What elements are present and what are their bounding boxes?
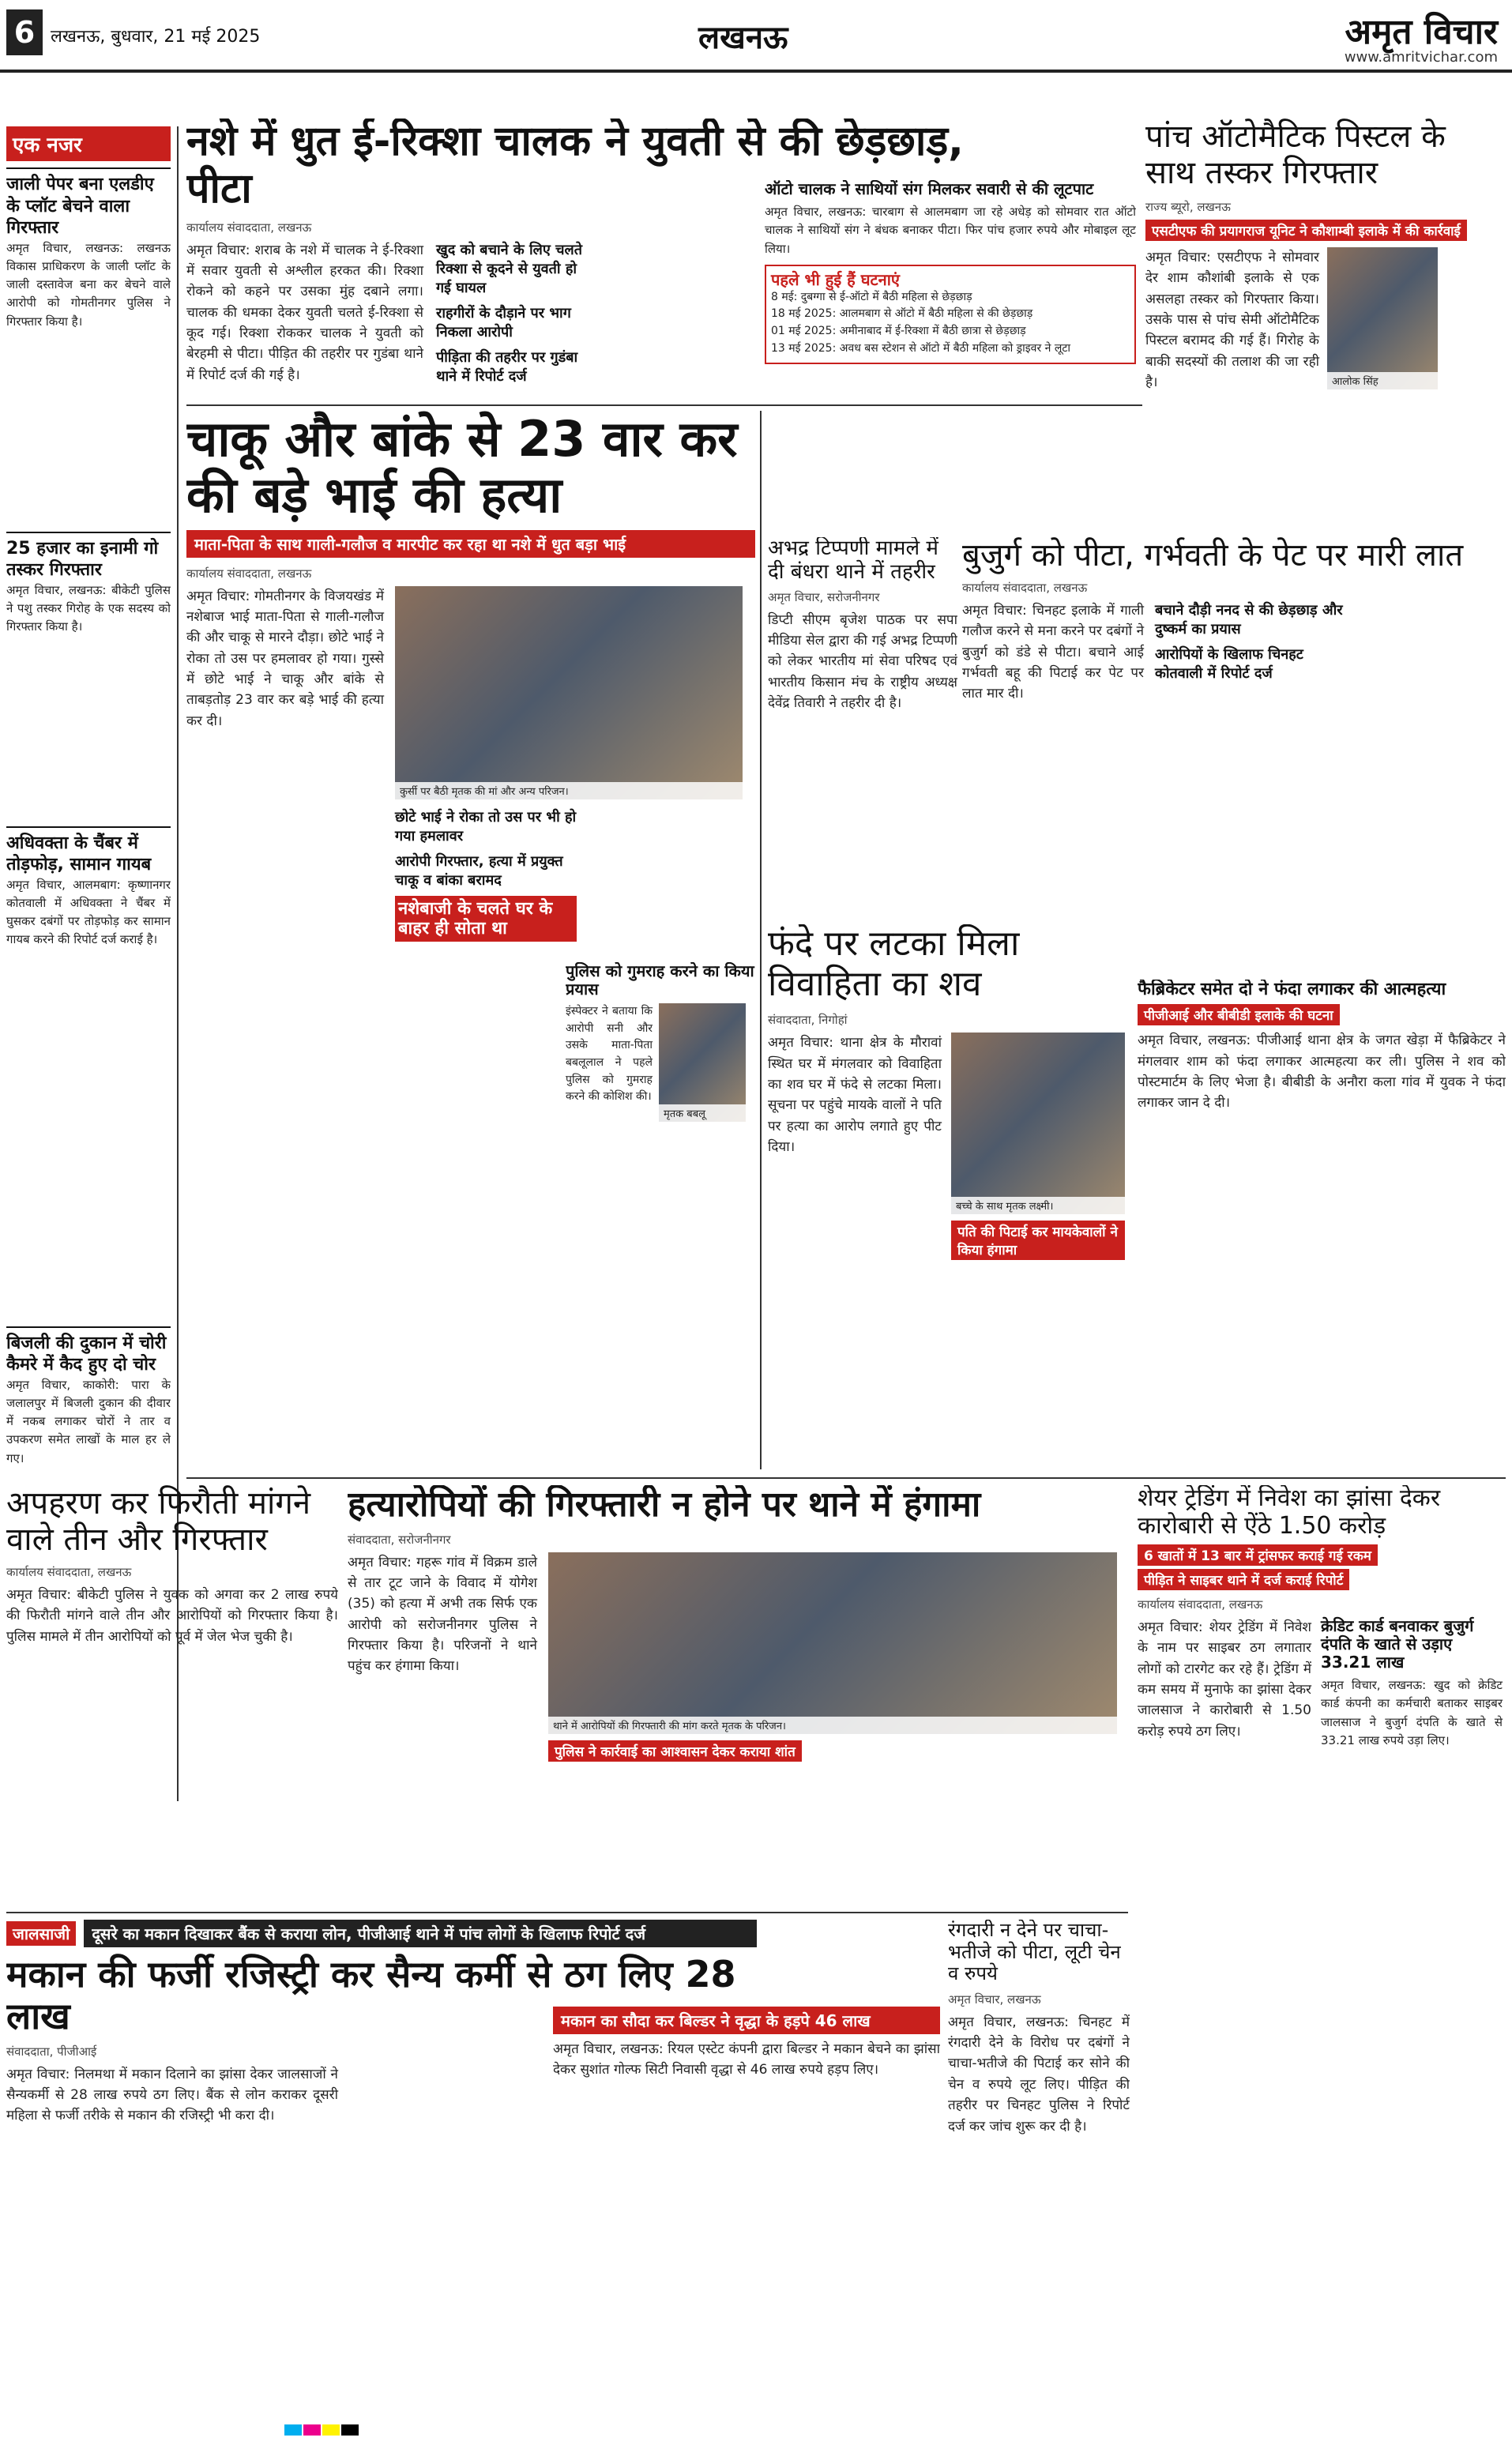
history-box-title: पहले भी हुई हैं घटनाएं (771, 269, 900, 289)
story-kidnap (6, 1485, 338, 1880)
story-byline: अमृत विचार, लखनऊ (948, 1992, 1041, 2007)
left-item-headline: अधिवक्ता के चैंबर में तोड़फोड़, सामान गायब (6, 826, 171, 876)
story-byline: संवाददाता, निगोहां (768, 1013, 848, 1028)
story-suicide (1138, 980, 1506, 1469)
story-headline: हत्यारोपियों की गिरफ्तारी न होने पर थाने में हंगामा (348, 1485, 981, 1525)
side-headline: क्रेडिट कार्ड बनवाकर बुजुर्ग दंपति के खाते से उड़ाए 33.21 लाख (1321, 1616, 1474, 1672)
side-body: अमृत विचार, लखनऊ: खुद को क्रेडिट कार्ड कंपनी का कर्मचारी बताकर साइबर जालसाज ने बुजुर्ग दंपति के खाते से 33.21 लाख रुपये उड़ा लिए। (1321, 1678, 1503, 1747)
story-builder (553, 2007, 940, 2417)
left-item (6, 532, 171, 818)
column-divider (760, 411, 762, 1469)
left-item-body: अमृत विचार, लखनऊ: लखनऊ विकास प्राधिकरण के जाली प्लॉट के जाली दस्तावेज बना कर बेचने वाले आरोपी को गोमतीनगर पुलिस ने गिरफ्तार किया है। (6, 240, 171, 329)
left-item-headline: बिजली की दुकान में चोरी कैमरे में कैद हुए दो चोर (6, 1326, 171, 1376)
story-byline: कार्यालय संवाददाता, लखनऊ (6, 1565, 132, 1579)
photo-caption: थाने में आरोपियों की गिरफ्तारी की मांग करते मृतक के परिजन। (548, 1717, 1117, 1734)
story-headline: अपहरण कर फिरौती मांगने वाले तीन और गिरफ्तार (6, 1485, 311, 1558)
history-item: 01 मई 2025: अमीनाबाद में ई-रिक्शा में बैठी छात्रा से छेड़छाड़ (771, 325, 1026, 338)
story-body: अमृत विचार: शेयर ट्रेडिंग में निवेश के नाम पर साइबर ठग लगातार लोगों को टारगेट कर रहे हैं। ट्रेडिंग में कम समय में मुनाफे का झांसा देकर जालसाज ने कारोबारी से 1.50 करोड़ रुपये ठग लिए। (1138, 1619, 1311, 1740)
story-callout: पीजीआई और बीबीडी इलाके की घटना (1138, 1004, 1340, 1025)
story-body: अमृत विचार, लखनऊ: चारबाग से आलमबाग जा रहे अधेड़ को सोमवार रात ऑटो चालक ने साथियों संग ने बंधक बनाकर पीटा। फिर पांच हजार रुपये और मोबाइल लूट लिया। (765, 205, 1136, 256)
story-callout: 6 खातों में 13 बार में ट्रांसफर कराई गई रकम (1138, 1544, 1378, 1566)
story-byline: संवाददाता, सरोजनीनगर (348, 1532, 451, 1547)
story-headline: फंदे पर लटका मिला विवाहिता का शव (768, 924, 1020, 1004)
brand-logo: अमृत विचार (1345, 12, 1498, 52)
masthead (0, 0, 1512, 76)
story-headline: ऑटो चालक ने साथियों संग मिलकर सवारी से की लूटपाट (765, 180, 1094, 198)
story-strip: माता-पिता के साथ गाली-गलौज व मारपीट कर रहा था नशे में धुत बड़ा भाई (186, 530, 755, 558)
story-headline: बुजुर्ग को पीटा, गर्भवती के पेट पर मारी लात (962, 537, 1464, 574)
story-headline: नशे में धुत ई-रिक्शा चालक ने युवती से की छेड़छाड़, पीटा (186, 118, 964, 213)
side-body: अमृत विचार, लखनऊ: रियल एस्टेट कंपनी द्वारा बिल्डर ने मकान बेचने का झांसा देकर सुशांत गोल्फ सिटी निवासी वृद्धा से 46 लाख रुपये हड़प लिए। (553, 2041, 940, 2078)
story-callout: खुद को बचाने के लिए चलते रिक्शा से कूदने से युवती हो गई घायल (436, 241, 582, 296)
story-headline: अभद्र टिप्पणी मामले में दी बंधरा थाने में तहरीर (768, 537, 938, 584)
story-body: अमृत विचार: निलमथा में मकान दिलाने का झांसा देकर जालसाजों ने सैन्यकर्मी से 28 लाख रुपये ठग लिए। बैंक से लोन कराकर दूसरी महिला से फर्जी तरीके से मकान की रजिस्ट्री भी करा दी। (6, 2066, 338, 2124)
story-byline: कार्यालय संवाददाता, लखनऊ (962, 581, 1088, 595)
story-headline: फैब्रिकेटर समेत दो ने फंदा लगाकर की आत्महत्या (1138, 980, 1446, 999)
story-body: अमृत विचार: गहरू गांव में विक्रम डाले से तार टूट जाने के विवाद में योगेश (35) को हत्या में अभी तक सिर्फ एक आरोपी को सरोजनीनगर पुलिस ने गिरफ्तार किया है। परिजनों ने थाने पहुंच कर हंगामा किया। (348, 1554, 537, 1675)
left-item (6, 167, 171, 524)
victim-photo (659, 1003, 746, 1122)
story-body: अमृत विचार, लखनऊ: पीजीआई थाना क्षेत्र के जगत खेड़ा में फैब्रिकेटर ने मंगलवार शाम को फंदा लगाकर आत्महत्या कर ली। पुलिस ने शव को पोस्टमार्टम के लिए भेजा है। बीबीडी के अनौरा कला गांव में युवक ने फंदा लगाकर जान दे दी। (1138, 1033, 1506, 1112)
registration-mark (322, 2424, 340, 2436)
photo-caption: बच्चे के साथ मृतक लक्ष्मी। (951, 1197, 1125, 1214)
story-byline: अमृत विचार, सरोजनीनगर (768, 589, 880, 604)
story-headline: मकान की फर्जी रजिस्ट्री कर सैन्य कर्मी से ठग लिए 28 लाख (6, 1953, 736, 2037)
registration-mark (341, 2424, 359, 2436)
photo-caption: मृतक बबलू (659, 1104, 746, 1122)
story-byline: कार्यालय संवाददाता, लखनऊ (186, 566, 312, 581)
story-auto-loot (765, 180, 1136, 465)
protest-photo (548, 1552, 1117, 1734)
story-body: अमृत विचार: शराब के नशे में चालक ने ई-रिक्शा में सवार युवती से अश्लील हरकत की। रिक्शा रोकने को कहने पर उसका मुंह दबाने लगा। चालक की धमका देकर युवती चलते ई-रिक्शा से कूद गई। रिक्शा रोककर चालक ने युवती को बेरहमी से पीटा। पीड़ित की तहरीर पर गुडंबा थाने में रिपोर्ट दर्ज की गई है। (186, 242, 423, 383)
victim-photo (951, 1033, 1125, 1214)
story-headline: रंगदारी न देने पर चाचा-भतीजे को पीटा, लूटी चेन व रुपये (948, 1920, 1121, 1985)
story-callout: आरोपियों के खिलाफ चिनहट कोतवाली में रिपोर्ट दर्ज (1155, 646, 1303, 682)
story-headline: शेयर ट्रेडिंग में निवेश का झांसा देकर कारोबारी से ऐंठे 1.50 करोड़ (1138, 1485, 1441, 1540)
photo-caption: आलोक सिंह (1327, 372, 1438, 389)
accused-photo (1327, 247, 1438, 389)
story-byline: कार्यालय संवाददाता, लखनऊ (1138, 1597, 1263, 1612)
story-callout: छोटे भाई ने रोका तो उस पर भी हो गया हमलावर (395, 808, 577, 844)
registration-mark (284, 2424, 302, 2436)
page-number: 6 (6, 9, 43, 55)
story-strip: दूसरे का मकान दिखाकर बैंक से कराया लोन, पीजीआई थाने में पांच लोगों के खिलाफ रिपोर्ट दर्ज (84, 1920, 757, 1947)
story-body: अमृत विचार: थाना क्षेत्र के मौरावां स्थित घर में मंगलवार को विवाहिता का शव घर में फंदे से लटका मिला। सूचना पर पहुंचे मायके वालों ने पति पर हत्या का आरोप लगाते हुए पीट दिया। (768, 1035, 942, 1155)
story-body: अमृत विचार: एसटीएफ ने सोमवार देर शाम कौशांबी इलाके से एक असलहा तस्कर को गिरफ्तार किया। उसके पास से पांच सेमी ऑटोमैटिक पिस्टल बरामद की गई हैं। गिरोह के बाकी सदस्यों की तलाश की जा रही है। (1145, 250, 1319, 391)
side-body: इंस्पेक्टर ने बताया कि आरोपी सनी और उसके माता-पिता बबलूलाल ने पहले पुलिस को गुमराह करने की कोशिश की। (566, 1005, 653, 1104)
story-tahrir (768, 537, 957, 901)
left-item-body: अमृत विचार, काकोरी: पारा के जलालपुर में बिजली दुकान की दीवार में नकब लगाकर चोरों ने तार व उपकरण समेत लाखों के माल हर ले गए। (6, 1377, 171, 1465)
section-divider (186, 1477, 1506, 1479)
history-item: 18 मई 2025: आलमबाग से ऑटो में बैठी महिला से की छेड़छाड़ (771, 307, 1033, 321)
story-callout: आरोपी गिरफ्तार, हत्या में प्रयुक्त चाकू व बांका बरामद (395, 852, 563, 889)
story-callout: पुलिस ने कार्रवाई का आश्वासन देकर कराया शांत (548, 1740, 802, 1762)
history-item: 8 मई: दुबग्गा से ई-ऑटो में बैठी महिला से छेड़छाड़ (771, 290, 972, 303)
photo-caption: कुर्सी पर बैठी मृतक की मां और अन्य परिजन। (395, 782, 743, 799)
left-item-body: अमृत विचार, आलमबाग: कृष्णानगर कोतवाली में अधिवक्ता ने चैंबर में घुसकर दबंगों पर तोड़फोड़ कर सामान गायब करने की रिपोर्ट दर्ज कराई है। (6, 877, 171, 947)
masthead-rule (0, 70, 1512, 73)
family-photo (395, 586, 743, 799)
left-item (6, 826, 171, 1318)
city-title: लखनऊ (698, 20, 788, 56)
story-murder-side (566, 962, 755, 1278)
left-column-title: एक नजर (6, 126, 171, 161)
story-police-station (348, 1485, 1130, 1880)
story-byline: संवाददाता, पीजीआई (6, 2044, 97, 2059)
story-headline: चाकू और बांके से 23 वार कर की बड़े भाई की हत्या (186, 411, 738, 525)
story-byline: राज्य ब्यूरो, लखनऊ (1145, 200, 1231, 214)
left-item-headline: 25 हजार का इनामी गो तस्कर गिरफ्तार (6, 532, 171, 581)
history-item: 13 मई 2025: अवध बस स्टेशन से ऑटो में बैठी महिला को ड्राइवर ने लूटा (771, 341, 1071, 355)
story-callout: बचाने दौड़ी ननद से की छेड़छाड़ और दुष्कर्म का प्रयास (1155, 602, 1343, 638)
story-callout: राहगीरों के दौड़ाने पर भाग निकला आरोपी (436, 304, 571, 340)
story-pistol (1145, 118, 1504, 498)
left-item (6, 1326, 171, 1468)
story-headline: पांच ऑटोमैटिक पिस्टल के साथ तस्कर गिरफ्तार (1145, 118, 1446, 191)
story-murder (186, 411, 755, 1454)
date-line: लखनऊ, बुधवार, 21 मई 2025 (51, 27, 261, 47)
story-body: डिप्टी सीएम बृजेश पाठक पर सपा मीडिया सेल द्वारा की गई अभद्र टिप्पणी को लेकर भारतीय मां सेवा परिषद एवं भारतीय किसान मंच के राष्ट्रीय अध्यक्ष देवेंद्र तिवारी ने तहरीर दी है। (768, 611, 957, 712)
story-body: अमृत विचार: बीकेटी पुलिस ने युवक को अगवा कर 2 लाख रुपये की फिरौती मांगने वाले तीन और आरोपियों को गिरफ्तार किया है। पुलिस मामले में तीन आरोपियों को पूर्व में जेल भेज चुकी है। (6, 1587, 338, 1645)
story-extortion (948, 1920, 1130, 2425)
story-body: अमृत विचार: चिनहट इलाके में गाली गलौज करने से मना करने पर दबंगों ने बुजुर्ग को डंडे से पीटा। बचाने आई गर्भवती बहू की पिटाई कर पेट पर लात मार दी। (962, 603, 1144, 702)
side-headline: पुलिस को गुमराह करने का किया प्रयास (566, 962, 754, 999)
story-share-trading (1138, 1485, 1506, 2354)
left-item-headline: जाली पेपर बना एलडीए के प्लॉट बेचने वाला गिरफ्तार (6, 167, 171, 239)
story-body: अमृत विचार: गोमतीनगर के विजयखंड में नशेबाज भाई माता-पिता से गाली-गलौज की और चाकू से मारने दौड़ा। छोटे भाई ने रोका तो उस पर हमलावर हो गया। गुस्से में छोटे भाई ने चाकू और बांके से ताबड़तोड़ 23 वार कर बड़े भाई की हत्या कर दी। (186, 588, 384, 729)
story-body: अमृत विचार, लखनऊ: चिनहट में रंगदारी देने के विरोध पर दबंगों ने चाचा-भतीजे की पिटाई कर सोने की चेन व रुपये लूट लिए। पीड़ित की तहरीर पर चिनहट पुलिस ने रिपोर्ट दर्ज कर जांच शुरू कर दी है। (948, 2014, 1130, 2135)
story-callout: पति की पिटाई कर मायकेवालों ने किया हंगामा (951, 1221, 1125, 1260)
story-elderly-beaten (962, 537, 1507, 908)
history-box (765, 265, 1136, 364)
section-divider (6, 1912, 1128, 1913)
story-subhead: नशेबाजी के चलते घर के बाहर ही सोता था (395, 896, 577, 942)
side-strip: मकान का सौदा कर बिल्डर ने वृद्धा के हड़पे 46 लाख (553, 2007, 940, 2034)
story-hanging (768, 924, 1131, 1477)
section-kicker: जालसाजी (6, 1921, 76, 1946)
brand-url[interactable]: www.amritvichar.com (1344, 49, 1498, 66)
registration-mark (303, 2424, 321, 2436)
section-divider (186, 404, 1142, 406)
story-callout: एसटीएफ की प्रयागराज यूनिट ने कौशाम्बी इलाके में की कार्रवाई (1145, 220, 1467, 241)
story-callout: पीड़िता की तहरीर पर गुडंबा थाने में रिपोर्ट दर्ज (436, 348, 578, 385)
left-item-body: अमृत विचार, लखनऊ: बीकेटी पुलिस ने पशु तस्कर गिरोह के एक सदस्य को गिरफ्तार किया है। (6, 582, 171, 634)
story-callout: पीड़ित ने साइबर थाने में दर्ज कराई रिपोर्ट (1138, 1569, 1349, 1590)
story-byline: कार्यालय संवाददाता, लखनऊ (186, 220, 312, 235)
